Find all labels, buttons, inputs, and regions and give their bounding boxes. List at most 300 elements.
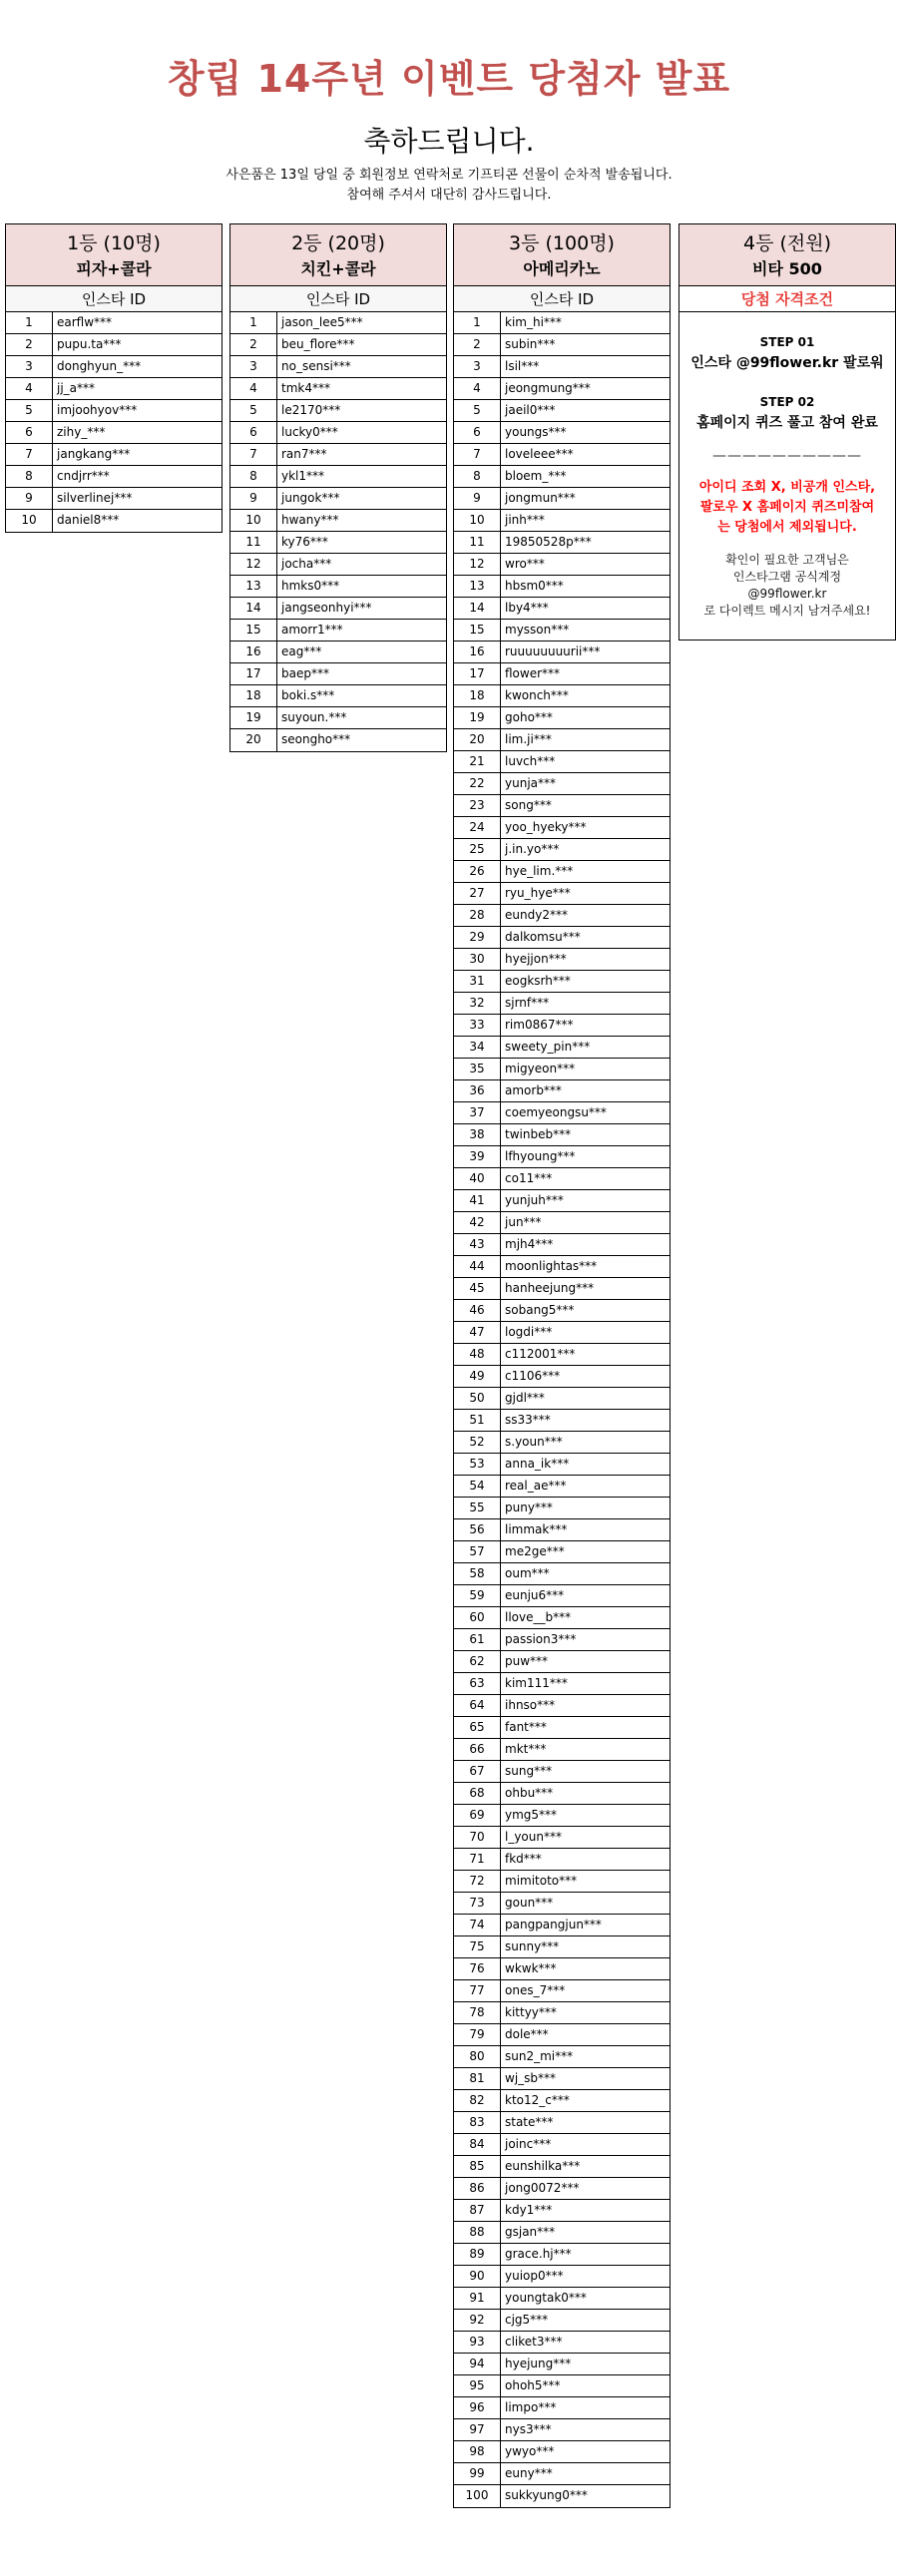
winner-id: sung***	[505, 1764, 553, 1778]
winner-row	[454, 663, 670, 685]
winner-row	[454, 1300, 670, 1322]
winner-row	[230, 598, 446, 620]
tier-rank: 3등 (100명)	[509, 232, 615, 254]
winner-row	[454, 1476, 670, 1498]
winner-row	[454, 554, 670, 576]
winner-number: 62	[454, 1651, 501, 1672]
winner-row	[454, 2046, 670, 2068]
winner-number: 53	[454, 1454, 501, 1475]
winner-number: 99	[454, 2463, 501, 2484]
winner-id: jun***	[505, 1215, 542, 1229]
tier-4-table	[678, 223, 896, 641]
winner-id: amorr1***	[281, 623, 343, 637]
winner-number: 3	[230, 356, 277, 377]
winner-row	[6, 488, 222, 510]
winner-id: c112001***	[505, 1347, 576, 1361]
winner-row	[454, 993, 670, 1015]
winner-row	[454, 2310, 670, 2332]
winner-number: 8	[230, 466, 277, 487]
winner-number: 11	[454, 532, 501, 553]
winner-id: goun***	[505, 1896, 554, 1910]
winner-id: fant***	[505, 1720, 547, 1734]
winner-id: wkwk***	[505, 1961, 557, 1975]
winner-number: 35	[454, 1059, 501, 1079]
winner-id: mjh4***	[505, 1237, 554, 1251]
step-1-text: 인스타 @99flower.kr 팔로워	[690, 355, 884, 371]
winner-row	[454, 1388, 670, 1410]
winner-row	[454, 2112, 670, 2134]
winner-id: moonlightas***	[505, 1259, 598, 1273]
winner-row	[454, 2354, 670, 2375]
winner-row	[230, 620, 446, 642]
winner-number: 57	[454, 1541, 501, 1562]
winner-number: 82	[454, 2090, 501, 2111]
winner-id: kdy1***	[505, 2203, 553, 2217]
page-title: 창립 14주년 이벤트 당첨자 발표	[167, 57, 731, 101]
winner-id: baep***	[281, 666, 329, 680]
winner-number: 21	[454, 751, 501, 772]
notice-line-1: 사은품은 13일 당일 중 회원정보 연락처로 기프티콘 선물이 순차적 발송됩니다.	[225, 168, 673, 183]
winner-row	[454, 1673, 670, 1695]
winner-row	[454, 1212, 670, 1234]
tier-rank: 4등 (전원)	[742, 232, 831, 254]
congrats-heading: 축하드립니다.	[363, 125, 535, 158]
winner-number: 54	[454, 1476, 501, 1497]
winner-number: 1	[6, 312, 53, 333]
winner-id: ohbu***	[505, 1786, 554, 1800]
winner-id: twinbeb***	[505, 1127, 572, 1141]
contact-line-1: 확인이 필요한 고객님은	[725, 553, 849, 567]
winner-number: 100	[454, 2485, 501, 2507]
winner-row	[6, 378, 222, 400]
winner-id: lfhyoung***	[505, 1149, 576, 1163]
winner-id: mysson***	[505, 623, 570, 637]
winner-row	[454, 1893, 670, 1915]
winner-id: ywyo***	[505, 2444, 555, 2458]
winner-id: hmks0***	[281, 579, 340, 593]
winner-id: earflw***	[57, 315, 113, 329]
winner-id: rim0867***	[505, 1018, 574, 1032]
winner-number: 94	[454, 2354, 501, 2374]
winner-row	[230, 532, 446, 554]
winner-row	[454, 2068, 670, 2090]
winner-number: 14	[230, 598, 277, 619]
winner-id: goho***	[505, 710, 553, 724]
winner-row	[454, 2002, 670, 2024]
step-2-label: STEP 02	[759, 395, 815, 409]
winner-row	[454, 685, 670, 707]
winner-row	[454, 510, 670, 532]
winner-id: gjdl***	[505, 1391, 545, 1405]
divider: ——————————	[712, 448, 862, 464]
winner-number: 77	[454, 1980, 501, 2001]
winner-id: lby4***	[505, 601, 549, 615]
winner-row	[454, 1234, 670, 1256]
winner-number: 37	[454, 1102, 501, 1123]
winner-row	[454, 532, 670, 554]
winner-id: ran7***	[281, 447, 327, 461]
winner-number: 5	[230, 400, 277, 421]
winner-row	[454, 400, 670, 422]
winner-number: 75	[454, 1936, 501, 1957]
winner-row	[454, 2024, 670, 2046]
winner-id: bloem_***	[505, 469, 567, 483]
winner-number: 5	[6, 400, 53, 421]
winner-id: wro***	[505, 557, 545, 571]
winner-row	[454, 2178, 670, 2200]
winner-row	[230, 400, 446, 422]
winner-id: kwonch***	[505, 688, 569, 702]
winner-row	[454, 1454, 670, 1476]
winner-row	[454, 2288, 670, 2310]
winner-number: 73	[454, 1893, 501, 1914]
winner-id: youngtak0***	[505, 2291, 587, 2305]
winner-row	[454, 2419, 670, 2441]
winner-row	[454, 2332, 670, 2354]
winner-number: 10	[230, 510, 277, 531]
winner-id: jangkang***	[57, 447, 131, 461]
winner-number: 87	[454, 2200, 501, 2221]
winner-id: tmk4***	[281, 381, 330, 395]
winner-number: 4	[454, 378, 501, 399]
contact-info	[685, 552, 889, 620]
tier-3-table	[453, 223, 671, 2508]
winner-number: 19	[230, 707, 277, 728]
winner-number: 13	[454, 576, 501, 597]
winner-number: 67	[454, 1761, 501, 1782]
winner-number: 89	[454, 2244, 501, 2265]
winner-row	[454, 729, 670, 751]
winner-row	[230, 576, 446, 598]
exclusion-warning-2: 팔로우 X 홈페이지 퀴즈미참여	[699, 500, 875, 515]
winner-row	[454, 334, 670, 356]
winner-row	[454, 2156, 670, 2178]
winner-id: ykl1***	[281, 469, 325, 483]
winner-row	[454, 1849, 670, 1871]
winner-id: hye_lim.***	[505, 864, 574, 878]
eligibility-header: 당첨 자격조건	[679, 286, 895, 312]
winner-number: 3	[454, 356, 501, 377]
winner-number: 23	[454, 795, 501, 816]
winner-number: 28	[454, 905, 501, 926]
winner-row	[454, 1519, 670, 1541]
winner-row	[454, 1102, 670, 1124]
winner-number: 65	[454, 1717, 501, 1738]
winner-id: beu_flore***	[281, 337, 355, 351]
winner-row	[454, 1563, 670, 1585]
winner-number: 29	[454, 927, 501, 948]
winner-id: j.in.yo***	[505, 842, 560, 856]
winner-id: eunshilka***	[505, 2159, 581, 2173]
winner-id: cndjrr***	[57, 469, 110, 483]
winner-row	[454, 2441, 670, 2463]
winner-id: nys3***	[505, 2422, 552, 2436]
winner-row	[6, 422, 222, 444]
tier-2-header	[230, 224, 446, 286]
winner-number: 16	[230, 642, 277, 662]
winner-number: 93	[454, 2332, 501, 2353]
winner-id: eundy2***	[505, 908, 568, 922]
winner-id: lsil***	[505, 359, 540, 373]
winner-number: 83	[454, 2112, 501, 2133]
winner-id: ryu_hye***	[505, 886, 571, 900]
winner-row	[454, 1146, 670, 1168]
winner-number: 52	[454, 1432, 501, 1453]
winner-id: cjg5***	[505, 2313, 549, 2327]
winner-row	[454, 378, 670, 400]
winner-number: 97	[454, 2419, 501, 2440]
winner-row	[454, 1080, 670, 1102]
winner-row	[454, 1871, 670, 1893]
winner-id: jj_a***	[57, 381, 96, 395]
winner-id: logdi***	[505, 1325, 553, 1339]
winner-row	[454, 1278, 670, 1300]
winner-id: pangpangjun***	[505, 1918, 602, 1932]
winner-row	[454, 971, 670, 993]
winner-number: 14	[454, 598, 501, 619]
winner-row	[454, 1168, 670, 1190]
winner-number: 9	[6, 488, 53, 509]
winner-id: loveleee***	[505, 447, 574, 461]
winner-number: 61	[454, 1629, 501, 1650]
winner-id: daniel8***	[57, 513, 120, 527]
winner-row	[454, 883, 670, 905]
winner-number: 25	[454, 839, 501, 860]
winner-id: kim_hi***	[505, 315, 562, 329]
winner-id: luvch***	[505, 754, 556, 768]
winner-number: 13	[230, 576, 277, 597]
winner-id: jason_lee5***	[281, 315, 363, 329]
winner-row	[230, 334, 446, 356]
winner-number: 68	[454, 1783, 501, 1804]
winner-row	[6, 312, 222, 334]
winner-id: wj_sb***	[505, 2071, 557, 2085]
winner-number: 17	[230, 663, 277, 684]
winner-id: lim.ji***	[505, 732, 552, 746]
winner-number: 85	[454, 2156, 501, 2177]
winner-number: 91	[454, 2288, 501, 2309]
winner-number: 51	[454, 1410, 501, 1431]
winner-number: 15	[454, 620, 501, 641]
winner-row	[454, 1717, 670, 1739]
winner-row	[454, 444, 670, 466]
winner-id: migyeon***	[505, 1062, 576, 1075]
winner-id: sukkyung0***	[505, 2488, 588, 2502]
winner-row	[454, 2375, 670, 2397]
winner-row	[454, 422, 670, 444]
winner-row	[454, 839, 670, 861]
winner-id: ymg5***	[505, 1808, 558, 1822]
winner-number: 1	[454, 312, 501, 333]
winner-id: ruuuuuuuurii***	[505, 644, 601, 658]
winner-id: limpo***	[505, 2400, 557, 2414]
winner-id: pupu.ta***	[57, 337, 122, 351]
winner-id: joinc***	[505, 2137, 552, 2151]
winner-number: 72	[454, 1871, 501, 1892]
winner-number: 5	[454, 400, 501, 421]
winner-row	[230, 663, 446, 685]
winner-id: yuiop0***	[505, 2269, 564, 2283]
winner-list	[454, 312, 670, 2507]
winner-id: yoo_hyeky***	[505, 820, 587, 834]
winner-row	[454, 707, 670, 729]
contact-line-3: @99flower.kr	[747, 587, 827, 601]
winner-row	[454, 1739, 670, 1761]
winner-row	[454, 576, 670, 598]
winner-number: 42	[454, 1212, 501, 1233]
winner-number: 70	[454, 1827, 501, 1848]
winner-row	[230, 422, 446, 444]
winner-number: 86	[454, 2178, 501, 2199]
winner-id: zihy_***	[57, 425, 106, 439]
winner-number: 2	[230, 334, 277, 355]
winner-row	[454, 1322, 670, 1344]
winner-id: jeongmung***	[505, 381, 591, 395]
winner-id: sobang5***	[505, 1303, 575, 1317]
tier-prize: 치킨+콜라	[300, 259, 376, 278]
winner-row	[454, 1936, 670, 1958]
winner-row	[454, 1124, 670, 1146]
winner-id: dalkomsu***	[505, 930, 581, 944]
winner-id: hbsm0***	[505, 579, 564, 593]
winner-number: 58	[454, 1563, 501, 1584]
winner-id: grace.hj***	[505, 2247, 572, 2261]
winner-id: mimitoto***	[505, 1874, 578, 1888]
winner-id: eogksrh***	[505, 974, 571, 988]
winner-id: eag***	[281, 644, 322, 658]
winner-row	[6, 400, 222, 422]
winner-row	[6, 334, 222, 356]
winner-row	[454, 466, 670, 488]
winner-id: anna_ik***	[505, 1457, 570, 1471]
winner-row	[454, 2244, 670, 2266]
winner-number: 8	[6, 466, 53, 487]
winner-id: le2170***	[281, 403, 341, 417]
winner-number: 3	[6, 356, 53, 377]
winner-number: 22	[454, 773, 501, 794]
winner-id: ohoh5***	[505, 2378, 561, 2392]
winner-row	[454, 1827, 670, 1849]
winner-id: donghyun_***	[57, 359, 142, 373]
winner-id: hanheejung***	[505, 1281, 595, 1295]
winner-number: 15	[230, 620, 277, 641]
winner-id: hwany***	[281, 513, 339, 527]
winner-number: 8	[454, 466, 501, 487]
winner-number: 4	[6, 378, 53, 399]
winner-id: lucky0***	[281, 425, 338, 439]
winner-number: 9	[230, 488, 277, 509]
winner-number: 24	[454, 817, 501, 838]
winner-row	[454, 1695, 670, 1717]
tier-rank: 1등 (10명)	[67, 232, 161, 254]
winner-id: boki.s***	[281, 688, 335, 702]
winner-row	[454, 2200, 670, 2222]
winner-number: 45	[454, 1278, 501, 1299]
winner-number: 4	[230, 378, 277, 399]
winner-number: 12	[230, 554, 277, 575]
winner-number: 90	[454, 2266, 501, 2287]
column-header-insta-id: 인스타 ID	[454, 286, 670, 312]
winner-row	[454, 1958, 670, 1980]
winner-row	[454, 1585, 670, 1607]
winner-id: jinh***	[505, 513, 545, 527]
exclusion-warning-3: 는 당첨에서 제외됩니다.	[717, 520, 857, 535]
winner-number: 30	[454, 949, 501, 970]
winner-row	[454, 1190, 670, 1212]
winner-number: 40	[454, 1168, 501, 1189]
winner-row	[454, 2463, 670, 2485]
tier-3-header	[454, 224, 670, 286]
winner-row	[454, 751, 670, 773]
winner-number: 88	[454, 2222, 501, 2243]
winner-id: jungok***	[281, 491, 340, 505]
winner-number: 36	[454, 1080, 501, 1101]
contact-line-2: 인스타그램 공식계정	[732, 570, 842, 584]
winner-number: 7	[230, 444, 277, 465]
winner-id: kittyy***	[505, 2005, 557, 2019]
winner-id: limmak***	[505, 1522, 568, 1536]
winner-id: kim111***	[505, 1676, 568, 1690]
winner-id: song***	[505, 798, 552, 812]
tier-prize: 비타 500	[752, 259, 822, 278]
winner-id: sjrnf***	[505, 996, 550, 1010]
winner-id: youngs***	[505, 425, 567, 439]
winner-id: imjoohyov***	[57, 403, 138, 417]
winner-number: 20	[230, 729, 277, 751]
winner-number: 1	[230, 312, 277, 333]
winner-id: no_sensi***	[281, 359, 351, 373]
winner-id: jocha***	[281, 557, 332, 571]
winner-id: cliket3***	[505, 2335, 563, 2349]
winner-number: 11	[230, 532, 277, 553]
winner-row	[230, 554, 446, 576]
winner-row	[454, 905, 670, 927]
winner-row	[454, 1541, 670, 1563]
winner-row	[454, 1432, 670, 1454]
winner-id: puw***	[505, 1654, 549, 1668]
winner-number: 20	[454, 729, 501, 750]
winner-id: subin***	[505, 337, 556, 351]
winner-row	[454, 1629, 670, 1651]
winner-number: 16	[454, 642, 501, 662]
winner-id: mkt***	[505, 1742, 547, 1756]
winner-number: 46	[454, 1300, 501, 1321]
winner-row	[454, 488, 670, 510]
winner-id: ky76***	[281, 535, 328, 549]
winner-number: 60	[454, 1607, 501, 1628]
winner-number: 76	[454, 1958, 501, 1979]
winner-number: 18	[454, 685, 501, 706]
winner-id: kto12_c***	[505, 2093, 570, 2107]
winner-number: 18	[230, 685, 277, 706]
winner-list	[230, 312, 446, 751]
winner-id: ihnso***	[505, 1698, 556, 1712]
winner-row	[454, 598, 670, 620]
winner-id: hyejjon***	[505, 952, 567, 966]
winner-id: me2ge***	[505, 1544, 565, 1558]
winner-number: 63	[454, 1673, 501, 1694]
column-header-insta-id: 인스타 ID	[6, 286, 222, 312]
winner-number: 7	[454, 444, 501, 465]
winner-row	[454, 1256, 670, 1278]
eligibility-conditions	[679, 312, 895, 640]
winner-row	[6, 466, 222, 488]
winner-number: 55	[454, 1498, 501, 1518]
winner-row	[454, 773, 670, 795]
winner-row	[454, 1344, 670, 1366]
winner-id: l_youn***	[505, 1830, 562, 1844]
winner-id: state***	[505, 2115, 554, 2129]
